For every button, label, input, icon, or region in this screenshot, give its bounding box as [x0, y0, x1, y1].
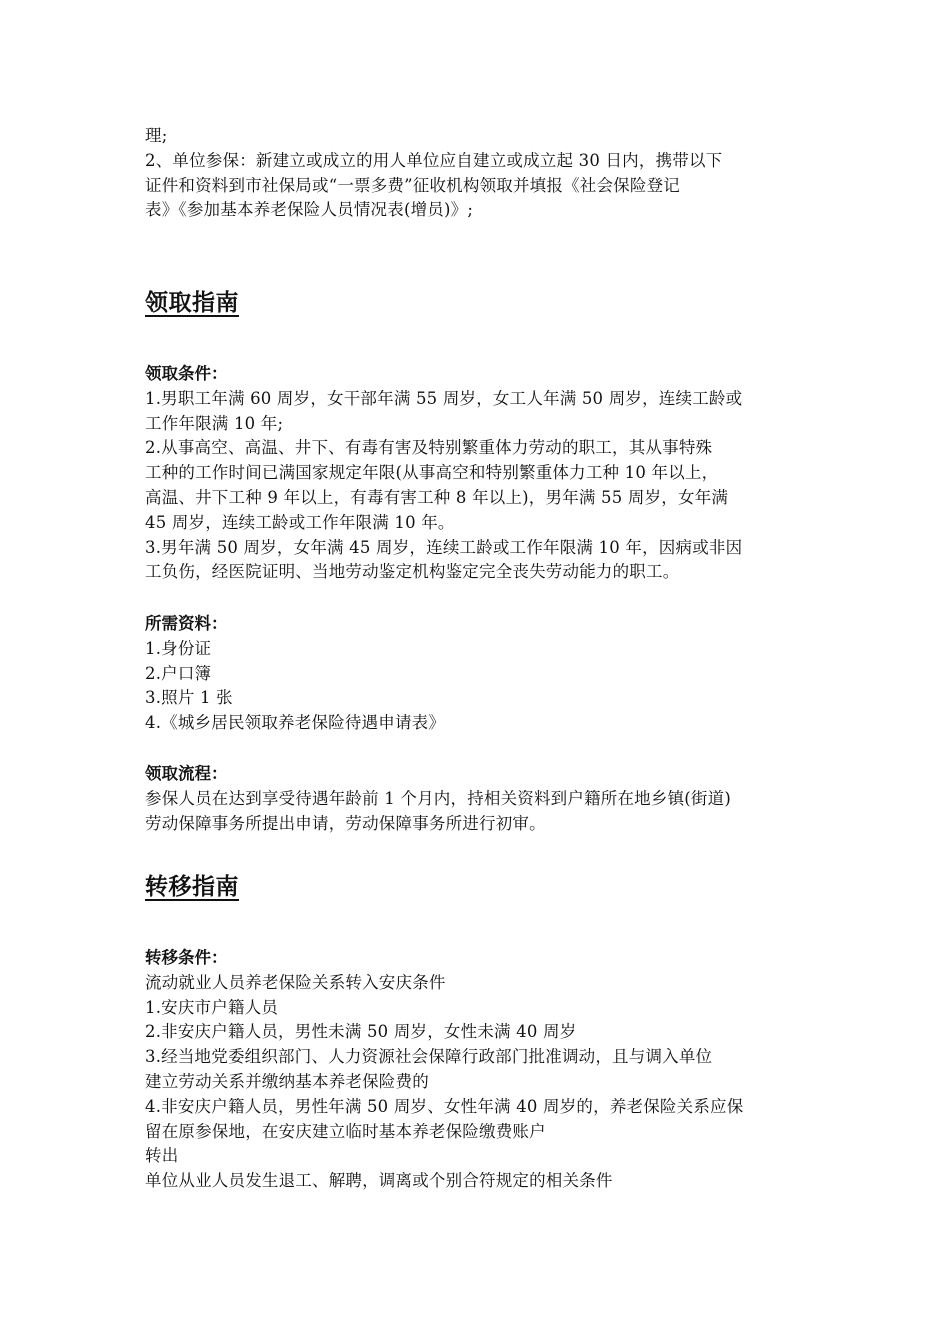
- intro-block: [145, 124, 810, 223]
- intro-line: 证件和资料到市社保局或“一票多费”征收机构领取并填报《社会保险登记: [145, 175, 680, 195]
- intro-line: 理;: [145, 126, 168, 145]
- claim-conditions-heading: 领取条件：: [145, 364, 228, 383]
- transfer-condition-line: 单位从业人员发生退工、解聘，调离或个别合符规定的相关条件: [145, 1171, 613, 1191]
- claim-guide-title: 领取指南: [145, 290, 239, 316]
- transfer-conditions-block: [145, 946, 810, 1194]
- transfer-condition-line: 2.非安庆户籍人员，男性未满 50 周岁，女性未满 40 周岁: [145, 1022, 577, 1042]
- transfer-guide-title: 转移指南: [145, 874, 239, 900]
- transfer-condition-line: 流动就业人员养老保险关系转入安庆条件: [145, 972, 446, 992]
- claim-process-heading: 领取流程：: [145, 764, 228, 783]
- transfer-condition-line: 4.非安庆户籍人员，男性年满 50 周岁、女性年满 40 周岁的，养老保险关系应保: [145, 1096, 744, 1116]
- claim-material-item: 1.身份证: [145, 638, 212, 658]
- claim-materials-heading: 所需资料：: [145, 614, 228, 633]
- claim-condition-line: 工负伤，经医院证明、当地劳动鉴定机构鉴定完全丧失劳动能力的职工。: [145, 562, 680, 582]
- claim-conditions-block: [145, 362, 810, 585]
- transfer-condition-line: 建立劳动关系并缴纳基本养老保险费的: [145, 1071, 429, 1091]
- claim-condition-line: 2.从事高空、高温、井下、有毒有害及特别繁重体力劳动的职工，其从事特殊: [145, 438, 713, 458]
- claim-process-line: 劳动保障事务所提出申请，劳动保障事务所进行初审。: [145, 813, 546, 833]
- transfer-condition-line: 1.安庆市户籍人员: [145, 997, 279, 1017]
- claim-material-item: 3.照片 1 张: [145, 688, 233, 708]
- transfer-condition-line: 留在原参保地，在安庆建立临时基本养老保险缴费账户: [145, 1121, 546, 1141]
- claim-material-item: 4.《城乡居民领取养老保险待遇申请表》: [145, 713, 446, 733]
- transfer-conditions-heading: 转移条件：: [145, 948, 228, 967]
- intro-line: 表》《参加基本养老保险人员情况表(增员)》;: [145, 200, 474, 220]
- claim-materials-block: [145, 612, 810, 736]
- intro-line: 2、单位参保：新建立或成立的用人单位应自建立或成立起 30 日内，携带以下: [145, 150, 723, 170]
- claim-process-line: 参保人员在达到享受待遇年龄前 1 个月内，持相关资料到户籍所在地乡镇(街道): [145, 788, 731, 808]
- claim-process-block: [145, 762, 810, 836]
- claim-condition-line: 1.男职工年满 60 周岁，女干部年满 55 周岁，女工人年满 50 周岁，连续工龄或: [145, 388, 743, 408]
- claim-condition-line: 高温、井下工种 9 年以上，有毒有害工种 8 年以上)，男年满 55 周岁，女年满: [145, 487, 729, 507]
- claim-condition-line: 3.男年满 50 周岁，女年满 45 周岁，连续工龄或工作年限满 10 年，因病或非因: [145, 537, 743, 557]
- transfer-condition-line: 转出: [145, 1146, 179, 1166]
- claim-material-item: 2.户口簿: [145, 663, 212, 683]
- claim-condition-line: 工作年限满 10 年;: [145, 413, 284, 433]
- transfer-condition-line: 3.经当地党委组织部门、人力资源社会保障行政部门批准调动，且与调入单位: [145, 1047, 713, 1067]
- claim-condition-line: 工种的工作时间已满国家规定年限(从事高空和特别繁重体力工种 10 年以上，: [145, 463, 719, 483]
- claim-condition-line: 45 周岁，连续工龄或工作年限满 10 年。: [145, 512, 455, 532]
